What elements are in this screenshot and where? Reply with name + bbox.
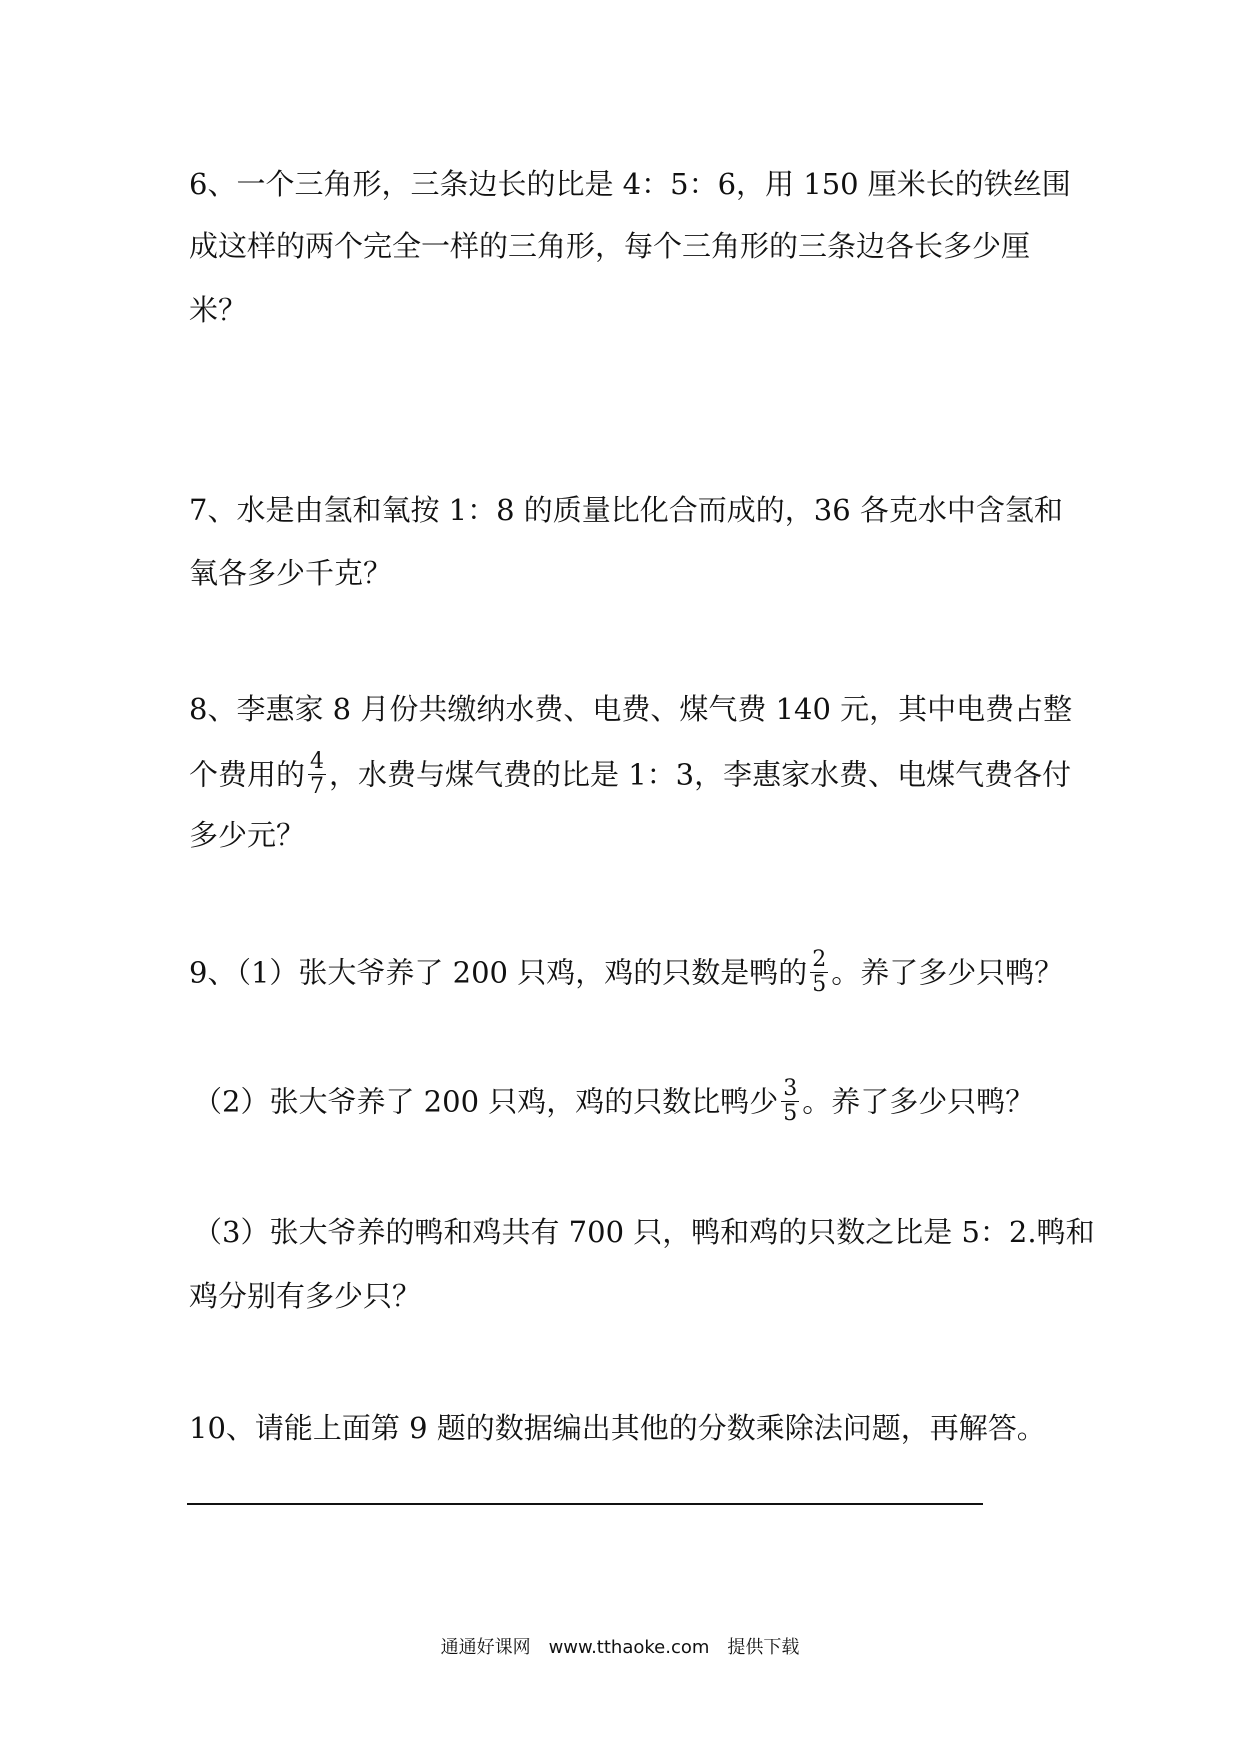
fraction-denominator: 5 — [783, 1101, 798, 1126]
q8-line-2 — [189, 749, 1072, 801]
q8-line-2-pre: 个费用的 — [189, 757, 306, 792]
fraction-numerator: 3 — [783, 1076, 798, 1101]
q8-line-2-post: ，水费与煤气费的比是 1：3，李惠家水费、电煤气费各付 — [329, 757, 1072, 792]
q9-part-3-line-2: 鸡分别有多少只？ — [189, 1279, 422, 1313]
q6-line-3: 米？ — [189, 293, 248, 327]
q9-part-1 — [189, 947, 1064, 999]
fraction-numerator: 2 — [812, 947, 827, 972]
q9-part-1-pre: 9、（1）张大爷养了 200 只鸡，鸡的只数是鸭的 — [189, 955, 808, 990]
fraction-denominator: 5 — [812, 972, 827, 997]
fraction-two-fifths — [810, 948, 828, 997]
q9-part-3-line-1: （3）张大爷养的鸭和鸡共有 700 只，鸭和鸡的只数之比是 5：2.鸭和 — [193, 1215, 1095, 1249]
q9-part-2 — [193, 1076, 1035, 1128]
q9-part-1-post: 。养了多少只鸭？ — [831, 955, 1064, 990]
q8-line-1: 8、李惠家 8 月份共缴纳水费、电费、煤气费 140 元，其中电费占整 — [189, 692, 1073, 726]
fraction-four-sevenths — [308, 750, 326, 799]
horizontal-rule — [187, 1503, 983, 1505]
q9-part-2-post: 。养了多少只鸭？ — [802, 1084, 1035, 1119]
fraction-denominator: 7 — [310, 774, 325, 799]
q6-line-1: 6、一个三角形，三条边长的比是 4：5：6，用 150 厘米长的铁丝围 — [189, 167, 1071, 201]
q9-part-2-pre: （2）张大爷养了 200 只鸡，鸡的只数比鸭少 — [193, 1084, 779, 1119]
q7-line-2: 氧各多少千克？ — [189, 556, 393, 590]
q10-line-1: 10、请能上面第 9 题的数据编出其他的分数乘除法问题，再解答。 — [189, 1411, 1046, 1445]
q7-line-1: 7、水是由氢和氧按 1：8 的质量比化合而成的，36 各克水中含氢和 — [189, 493, 1063, 527]
q8-line-3: 多少元？ — [189, 818, 306, 852]
q6-line-2: 成这样的两个完全一样的三角形，每个三角形的三条边各长多少厘 — [189, 229, 1031, 263]
footer-source: 通通好课网 www.tthaoke.com 提供下载 — [440, 1637, 800, 1658]
fraction-numerator: 4 — [310, 749, 325, 774]
fraction-three-fifths — [781, 1077, 799, 1126]
